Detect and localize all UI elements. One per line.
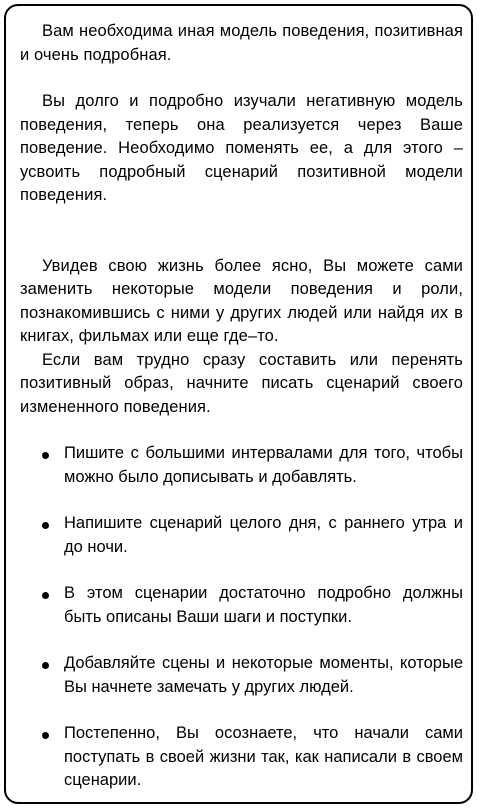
list-item (20, 512, 463, 559)
paragraph-intro: Вам необходима иная модель поведения, позитивная и очень подробная. (20, 22, 463, 64)
text-frame (4, 4, 473, 804)
bullet-icon (42, 592, 49, 599)
paragraph-negative-model: Вы долго и подробно изучали негативную модель поведения, теперь она реализуется через Ваше поведение. Необходимо поменять ее, а для этого – усвоить подробный сценарий позитивной модели поведения. (20, 92, 463, 204)
list-item-text: Добавляйте сцены и некоторые моменты, которые Вы начнете замечать у других людей. (64, 654, 463, 696)
list-item (20, 582, 463, 629)
bullet-list (20, 442, 463, 793)
paragraph-replace-models: Увидев свою жизнь более ясно, Вы можете сами заменить некоторые модели поведения и роли, познакомившись с ними у других людей или найдя их в книгах, фильмах или еще где–то. (20, 256, 463, 345)
list-item-text: Постепенно, Вы осознаете, что начали сами поступать в своей жизни так, как написали в своем сценарии. (64, 724, 463, 789)
list-item (20, 722, 463, 793)
list-item-text: В этом сценарии достаточно подробно должны быть описаны Ваши шаги и поступки. (64, 584, 463, 626)
bullet-icon (42, 732, 49, 739)
bullet-icon (42, 452, 49, 459)
list-item (20, 442, 463, 489)
paragraph-write-scenario: Если вам трудно сразу составить или перенять позитивный образ, начните писать сценарий своего измененного поведения. (20, 350, 463, 416)
page-content (20, 20, 463, 804)
bullet-icon (42, 522, 49, 529)
list-item-text: Напишите сценарий целого дня, с раннего утра и до ночи. (64, 514, 463, 556)
bullet-icon (42, 662, 49, 669)
list-item (20, 652, 463, 699)
list-item-text: Пишите с большими интервалами для того, чтобы можно было дописывать и добавлять. (64, 444, 463, 486)
